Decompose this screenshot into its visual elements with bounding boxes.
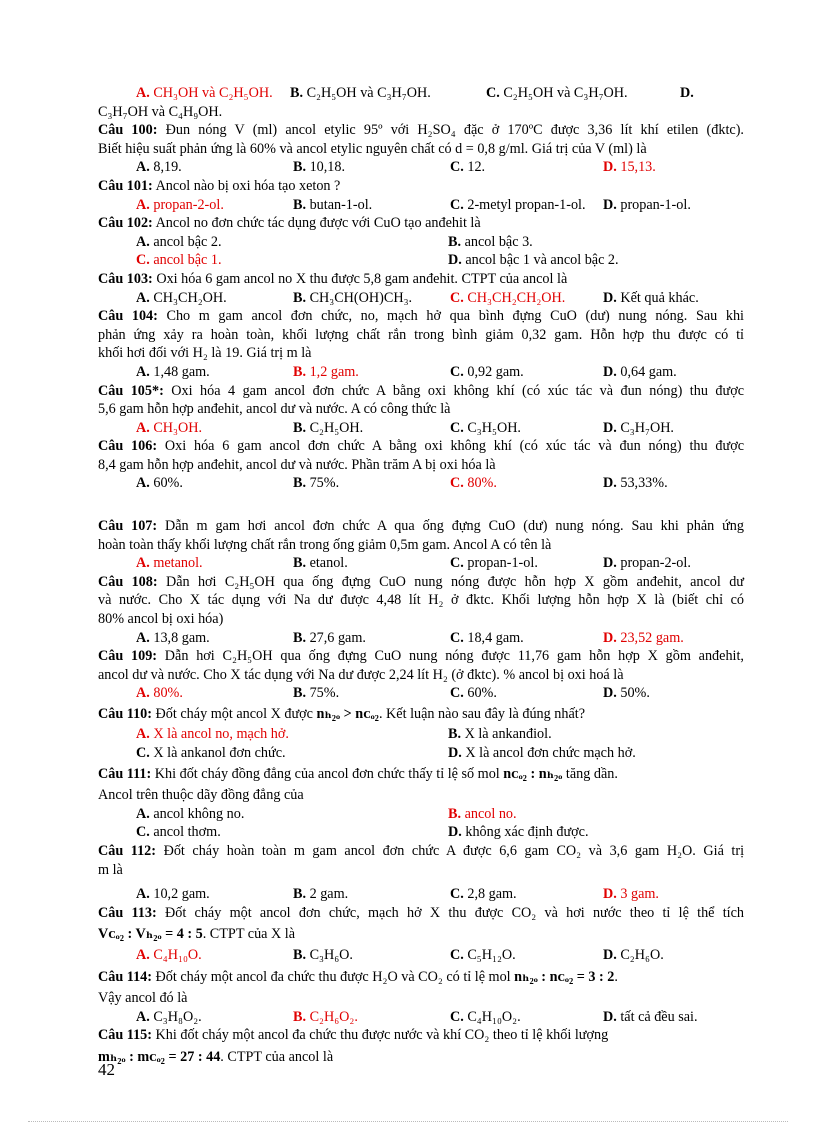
q115-stem: Câu 115: Khi đốt cháy một ancol đa chức thu được nước và khí CO₂ theo tỉ lệ khối lượng [98, 1027, 609, 1044]
q110-options-1: A. X là ancol no, mạch hở. B. X là ankanđiol. [136, 726, 552, 742]
q106-stem: Câu 106: Oxi hóa 6 gam ancol đơn chức A bằng oxi không khí (có xúc tác và đun nóng) thu được [98, 438, 744, 455]
q102-stem: Câu 102: Ancol no đơn chức tác dụng được với CuO tạo anđehit là [98, 215, 481, 232]
q104-stem-3: khối hơi đối với H₂ là 19. Giá trị m là [98, 345, 312, 362]
q113-stem: Câu 113: Đốt cháy một ancol đơn chức, mạch hở X thu được CO₂ và hơi nước theo tỉ lệ thể tích [98, 904, 745, 921]
q109-stem-2: ancol dư và nước. Cho X tác dụng với Na dư được 2,24 lít H₂ (ở đktc). % ancol bị oxi hoá là [98, 666, 624, 683]
q99-option-b: B. C₂H₅OH và C₃H₇OH. [290, 85, 431, 101]
q104-stem-2: phản ứng xảy ra hoàn toàn, khối lượng chất rắn trong bình giảm 0,32 gam. Hỗn hợp thu được có tỉ [98, 326, 744, 343]
q107-options: A. metanol. B. etanol. C. propan-1-ol. D. propan-2-ol. [136, 555, 691, 572]
q105-stem-2: 5,6 gam hỗn hợp anđehit, ancol dư và nước. A có công thức là [98, 401, 451, 418]
q105-options: A. CH₃OH. B. C₂H₅OH. C. C₃H₅OH. D. C₃H₇OH. [136, 419, 674, 436]
document-page [98, 84, 744, 1069]
q100-stem: Câu 100: Đun nóng V (ml) ancol etylic 95º với H₂SO₄ đặc ở 170ºC được 3,36 lít khí etilen (đktc). [98, 122, 744, 139]
q99-options [98, 84, 744, 103]
q113-options: A. C₄H₁₀O. B. C₃H₆O. C. C₅H₁₂O. D. C₂H₆O. [136, 947, 664, 964]
q114-options: A. C₃H₈O₂. B. C₂H₆O₂. C. C₄H₁₀O₂. D. tất cả đều sai. [136, 1008, 698, 1025]
q104-options: A. 1,48 gam. B. 1,2 gam. C. 0,92 gam. D. 0,64 gam. [136, 363, 677, 380]
q108-stem-2: và nước. Cho X tác dụng với Na dư được 4,48 lít H₂ ở đktc. Khối lượng hỗn hợp X là (biết chỉ có [98, 592, 744, 609]
q115-formula: mₕ₂ₒ : mᴄₒ₂ = 27 : 44 [98, 1048, 221, 1065]
q99-option-c: C. C₂H₅OH và C₃H₇OH. [486, 85, 628, 101]
q103-stem: Câu 103: Oxi hóa 6 gam ancol no X thu được 5,8 gam anđehit. CTPT của ancol là [98, 270, 568, 287]
q106-options: A. 60%. B. 75%. C. 80%. D. 53,33%. [136, 475, 668, 492]
q111-formula: nᴄₒ₂ : nₕ₂ₒ [503, 766, 563, 783]
q113-formula: Vᴄₒ₂ : Vₕ₂ₒ = 4 : 5 [98, 926, 203, 943]
q108-stem-3: 80% ancol bị oxi hóa) [98, 611, 224, 628]
q99-option-a: A. CH₃OH và C₂H₅OH. [136, 85, 273, 101]
q109-stem: Câu 109: Dẫn hơi C₂H₅OH qua ống đựng CuO nung nóng được 11,76 gam hỗn hợp X gồm anđehit, [98, 648, 744, 665]
q102-options-2: C. ancol bậc 1. D. ancol bậc 1 và ancol bậc 2. [136, 252, 619, 269]
q99-option-d-letter: D. [680, 85, 694, 101]
q111-stem: Câu 111: Khi đốt cháy đồng đẳng của ancol đơn chức thấy tỉ lệ số mol nᴄₒ₂ : nₕ₂ₒ tăng dần. [98, 766, 618, 783]
q102-options-1: A. ancol bậc 2. B. ancol bậc 3. [136, 233, 533, 250]
q112-options: A. 10,2 gam. B. 2 gam. C. 2,8 gam. D. 3 gam. [136, 886, 659, 903]
q107-stem: Câu 107: Dẫn m gam hơi ancol đơn chức A qua ống đựng CuO (dư) nung nóng. Sau khi phản ứng [98, 518, 744, 535]
q107-stem-2: hoàn toàn thấy khối lượng chất rắn trong ống giảm 0,5m gam. Ancol A có tên là [98, 536, 552, 553]
q114-stem: Câu 114: Đốt cháy một ancol đa chức thu được H₂O và CO₂ có tỉ lệ mol nₕ₂ₒ : nᴄₒ₂ = 3 : 2. [98, 968, 618, 985]
q109-options: A. 80%. B. 75%. C. 60%. D. 50%. [136, 685, 650, 702]
q114-formula: nₕ₂ₒ : nᴄₒ₂ = 3 : 2 [514, 968, 615, 985]
q105-stem: Câu 105*: Oxi hóa 4 gam ancol đơn chức A bằng oxi không khí (có xúc tác và đun nóng) thu được [98, 382, 744, 399]
q101-stem: Câu 101: Ancol nào bị oxi hóa tạo xeton ? [98, 177, 341, 194]
q111-options-2: C. ancol thơm. D. không xác định được. [136, 824, 589, 841]
q112-stem: Câu 112: Đốt cháy hoàn toàn m gam ancol đơn chức A được 6,6 gam CO₂ và 3,6 gam H₂O. Giá trị [98, 842, 745, 859]
q106-stem-2: 8,4 gam hỗn hợp anđehit, ancol dư và nước. Phần trăm A bị oxi hóa là [98, 456, 496, 473]
q100-stem-2: Biết hiệu suất phản ứng là 60% và ancol etylic nguyên chất có d = 0,8 g/ml. Giá trị của V (ml) là [98, 140, 647, 157]
q104-stem: Câu 104: Cho m gam ancol đơn chức, no, mạch hở qua bình đựng CuO (dư) nung nóng. Sau khi [98, 308, 744, 325]
page-number: 42 [98, 1060, 115, 1079]
q113-stem-2: Vᴄₒ₂ : Vₕ₂ₒ = 4 : 5. CTPT của X là [98, 926, 296, 943]
q110-formula: nₕ₂ₒ > nᴄₒ₂ [316, 706, 379, 722]
q103-options: A. CH₃CH₂OH. B. CH₃CH(OH)CH₃. C. CH₃CH₂CH₂OH. D. Kết quả khác. [136, 289, 699, 306]
q110-options-2: C. X là ankanol đơn chức. D. X là ancol đơn chức mạch hở. [136, 744, 636, 761]
q114-stem-2: Vậy ancol đó là [98, 989, 188, 1006]
page-border [28, 1121, 788, 1122]
q108-options: A. 13,8 gam. B. 27,6 gam. C. 18,4 gam. D. 23,52 gam. [136, 629, 684, 646]
q110-stem: Câu 110: Đốt cháy một ancol X được nₕ₂ₒ > nᴄₒ₂. Kết luận nào sau đây là đúng nhất? [98, 706, 586, 722]
q111-options-1: A. ancol không no. B. ancol no. [136, 805, 517, 822]
q100-options: A. 8,19. B. 10,18. C. 12. D. 15,13. [136, 159, 656, 176]
q111-stem-2: Ancol trên thuộc dãy đồng đẳng của [98, 787, 304, 804]
q101-options: A. propan-2-ol. B. butan-1-ol. C. 2-metyl propan-1-ol. D. propan-1-ol. [136, 196, 691, 213]
q99-option-d: C₃H₇OH và C₄H₉OH. [98, 103, 223, 120]
q115-stem-2: mₕ₂ₒ : mᴄₒ₂ = 27 : 44. CTPT của ancol là [98, 1048, 334, 1065]
q112-stem-2: m là [98, 861, 123, 878]
q108-stem: Câu 108: Dẫn hơi C₂H₅OH qua ống đựng CuO nung nóng được hỗn hợp X gồm anđehit, ancol dư [98, 573, 744, 590]
